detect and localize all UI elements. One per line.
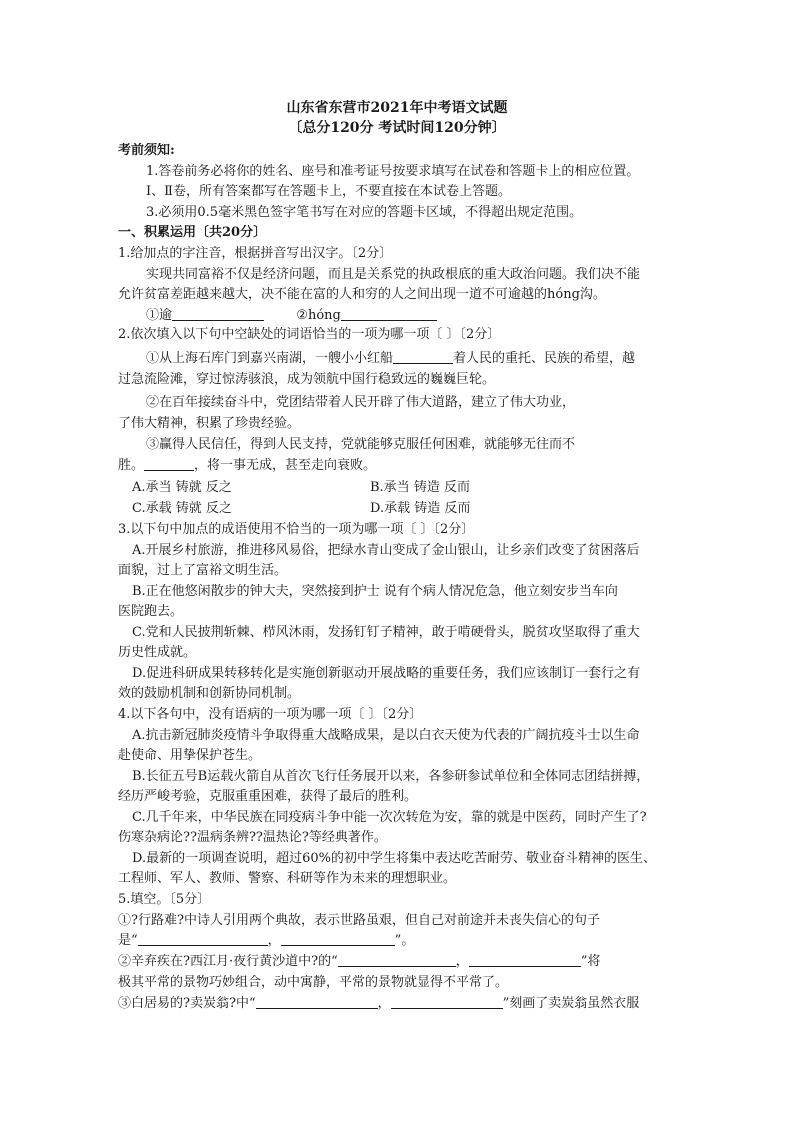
q2-sentence-3-cont [118, 458, 678, 474]
q5-item-2-text: ②辛弃疾在?西江月·夜行黄沙道中?的“ [118, 954, 338, 969]
q4-option-b-2: 经历严峻考验，克服重重困难，获得了最后的胜利。 [118, 789, 418, 804]
q5-item-2-cont: 极其平常的景物巧妙组合，动中寓静，平常的景物就显得不平常了。 [118, 975, 509, 990]
q4-stem: 4.以下各句中，没有语病的一项为哪一项〔 〕〔2分〕 [118, 707, 423, 722]
q4-option-d-1: D.最新的一项调查说明，超过60%的初中学生将集中表达吃苦耐劳、敬业奋斗精神的医生、 [132, 851, 656, 866]
q2-stem: 2.依次填入以下句中空缺处的词语恰当的一项为哪一项〔 〕〔2分〕 [118, 327, 501, 342]
q5-item-3-text: ③白居易的?卖炭翁?中“ [118, 996, 256, 1011]
q2-sentence-1 [146, 351, 678, 367]
q1-blanks [146, 308, 678, 324]
q2-sentence-2-cont [118, 416, 678, 432]
q4-option-a-2: 赴使命、用挚保护苍生。 [118, 748, 262, 763]
q5-blank-3 [338, 954, 456, 967]
q3-option-b-1: B.正在他悠闲散步的钟大夫，突然接到护士 说有个病人情况危急，他立刻安步当车向 [132, 584, 618, 599]
q5-blank-2 [281, 933, 395, 946]
q3-option-d-1: D.促进科研成果转移转化是实施创新驱动开展战略的重要任务，我们应该制订一套行之有 [132, 666, 641, 681]
exam-subtitle: 〔总分120分 考试时间120分钟〕 [288, 120, 506, 136]
q4-option-c-2: 伤寒杂病论??温病条辨??温热论?等经典著作。 [118, 830, 387, 845]
q1-passage-line-2: 允许贫富差距越来越大，决不能在富的人和穷的人之间出现一道不可逾越的hóng沟。 [118, 287, 606, 302]
q5-item-1-blanks [118, 933, 678, 949]
q2-s1-text-b: 着人民的重托、民族的希望，越 [453, 351, 636, 366]
q5-item-1: ①?行路难?中诗人引用两个典故，表示世路虽艰，但自己对前途并未丧失信心的句子 [118, 913, 600, 928]
q5-item-3 [118, 996, 678, 1012]
q4-option-b-1: B.长征五号B运载火箭自从首次飞行任务展开以来，各参研参试单位和全体同志团结拼搏， [132, 769, 650, 784]
q2-s2-text-a: ②在百年接续奋斗中，党团结带着人民开辟了伟大道路，建立了伟大功业， [146, 395, 576, 410]
q3-option-b-2: 医院跑去。 [118, 604, 184, 619]
q1-passage-line-1: 实现共同富裕不仅是经济问题，而且是关系党的执政根底的重大政治问题。我们决不能 [146, 267, 641, 282]
q2-option-a: A.承当 铸就 反之 [132, 480, 232, 495]
q5-blank-5 [256, 996, 378, 1009]
q5-item-1-close: ”。 [394, 933, 415, 948]
q4-option-d-2: 工程师、军人、教师、警察、科研等作为未来的理想职业。 [118, 871, 457, 886]
q4-option-c-1: C.几千年来，中华民族在同疫病斗争中能一次次转危为安，靠的就是中医药，同时产生了? [132, 810, 647, 825]
q1-blank-1-label: ①逾 [146, 308, 173, 323]
q5-item-1-comma: ， [267, 933, 281, 948]
q2-s3-text-b: 胜。 [118, 458, 145, 473]
q2-sentence-1-cont: 过急流险滩，穿过惊涛骇浪，成为领航中国行稳致远的巍巍巨轮。 [118, 372, 496, 387]
notice-item-2: Ⅰ、Ⅱ卷，所有答案都写在答题卡上，不要直接在本试卷上答题。 [146, 184, 511, 199]
q5-blank-4 [469, 954, 581, 967]
q1-blank-2 [341, 308, 437, 321]
exam-title: 山东省东营市2021年中考语文试题 [286, 100, 508, 116]
q2-sentence-3: ③赢得人民信任，得到人民支持，党就能够克服任何困难，就能够无往而不 [146, 437, 576, 452]
q1-blank-2-label: ②hóng [296, 308, 341, 323]
notice-item-3: 3.必须用0.5毫米黑色签字笔书写在对应的答题卡区域，不得超出规定范围。 [146, 205, 583, 220]
q3-stem: 3.以下句中加点的成语使用不恰当的一项为哪一项〔 〕〔2分〕 [118, 522, 475, 537]
q2-blank-1 [393, 351, 453, 364]
q2-options-row-2 [132, 501, 678, 517]
q5-item-3-comma: ， [377, 996, 391, 1011]
q2-s3-text-c: ，将一事无成，甚至走向衰败。 [194, 458, 377, 473]
q2-sentence-2 [146, 395, 678, 411]
q2-option-d: D.承载 铸造 反而 [370, 501, 471, 516]
q2-option-c: C.承载 铸就 反之 [132, 501, 232, 516]
q5-blank-6 [391, 996, 503, 1009]
q5-item-2-comma: ， [455, 954, 469, 969]
q3-option-a-2: 面貌，过上了富裕文明生活。 [118, 563, 288, 578]
q5-stem: 5.填空。〔5分〕 [118, 892, 211, 907]
q2-options-row-1 [132, 480, 678, 496]
q2-option-b: B.承当 铸造 反而 [370, 480, 470, 495]
q3-option-c-1: C.党和人民披荆斩棘、栉风沐雨，发扬钉钉子精神，敢于啃硬骨头，脱贫攻坚取得了重大 [132, 625, 640, 640]
q3-option-d-2: 效的鼓励机制和创新协同机制。 [118, 686, 301, 701]
q5-item-2 [118, 954, 678, 970]
q1-blank-1 [172, 308, 264, 321]
notice-item-1: 1.答卷前务必将你的姓名、座号和准考证号按要求填写在试卷和答题卡上的相应位置。 [146, 164, 640, 179]
q3-option-a-1: A.开展乡村旅游，推进移风易俗，把绿水青山变成了金山银山，让乡亲们改变了贫困落后 [132, 543, 640, 558]
q2-s2-text-b: 了伟大精神，积累了珍贵经验。 [118, 416, 301, 431]
q3-option-c-2: 历史性成就。 [118, 645, 197, 660]
q2-s1-text-a: ①从上海石库门到嘉兴南湖，一艘小小红船 [146, 351, 394, 366]
q5-item-1-open: 是“ [118, 933, 138, 948]
q5-item-3-close: ”刻画了卖炭翁虽然衣服 [502, 996, 640, 1011]
q5-item-2-close: ”将 [580, 954, 601, 969]
q4-option-a-1: A.抗击新冠肺炎疫情斗争取得重大战略成果，是以白衣天使为代表的广阔抗疫斗士以生命 [132, 728, 640, 743]
notice-heading: 考前须知: [118, 143, 175, 158]
q1-stem: 1.给加点的字注音，根据拼音写出汉字。〔2分〕 [118, 246, 393, 261]
section-heading: 一、积累运用〔共20分〕 [118, 225, 267, 240]
q5-blank-1 [138, 933, 268, 946]
q2-blank-3 [144, 458, 194, 471]
